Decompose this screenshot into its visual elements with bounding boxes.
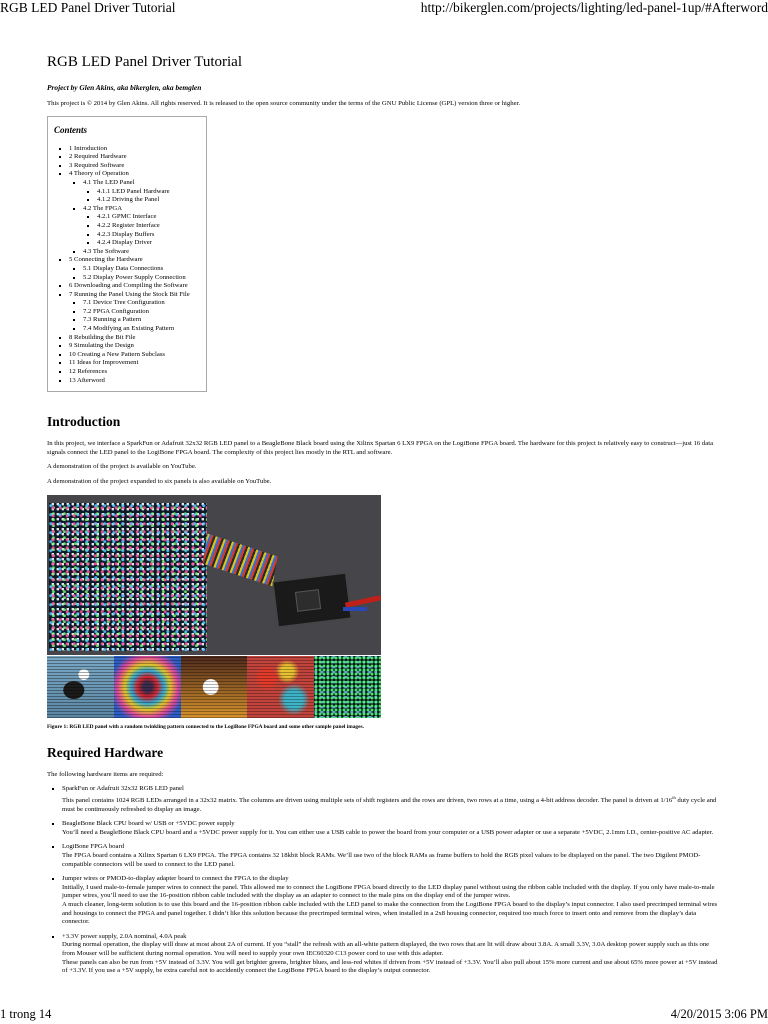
item-title: ▪ BeagleBone Black CPU board w/ USB or +5VDC power supply bbox=[62, 820, 235, 828]
sample-image-rings bbox=[114, 656, 181, 718]
toc-link[interactable]: 4.2.4 Display Driver bbox=[97, 239, 152, 247]
toc-link[interactable]: 5.2 Display Power Supply Connection bbox=[83, 273, 186, 281]
power-cable bbox=[345, 595, 381, 607]
toc-link[interactable]: 4 Theory of Operation bbox=[69, 170, 129, 178]
toc-item[interactable] bbox=[83, 248, 202, 257]
toc-item[interactable] bbox=[97, 196, 202, 205]
toc-link[interactable]: 11 Ideas for Improvement bbox=[69, 359, 139, 367]
toc-sublist bbox=[69, 299, 202, 333]
copyright-notice: This project is © 2014 by Glen Akins. All rights reserved. It is released to the open source community under the terms of the GNU Public License (GPL) version three or higher. bbox=[47, 100, 521, 107]
toc-item[interactable] bbox=[83, 308, 202, 317]
item-title: ▪ SparkFun or Adafruit 32x32 RGB LED panel bbox=[62, 785, 184, 793]
page-number: 1 trong 14 bbox=[0, 1007, 52, 1021]
toc-item[interactable] bbox=[83, 179, 202, 205]
figure-caption: Figure 1: RGB LED panel with a random twinkling pattern connected to the LogiBone FPGA board and some other sample panel images. bbox=[47, 723, 364, 730]
item-desc: A much cleaner, long-term solution is to use this board and the 16-position ribbon cable included with the LED panel to make the connection from the LogiBone FPGA board to the display’s input connector. I also used precrimped terminal wires and housings to connect the FPGA and panel together. I didn’t like this solution because the precrimped terminal wires, when installed in a 2x8 housing connector, required too much force to insert onto and remove from the display’s data connector. bbox=[62, 900, 718, 926]
toc-item[interactable] bbox=[69, 282, 202, 291]
toc-item[interactable] bbox=[69, 256, 202, 282]
article bbox=[47, 50, 723, 982]
toc-sublist bbox=[83, 213, 202, 247]
print-header-title: RGB LED Panel Driver Tutorial bbox=[0, 0, 176, 15]
introduction-paragraph: In this project, we interface a SparkFun or Adafruit 32x32 RGB LED panel to a BeagleBone Black board using the Xilinx Spartan 6 LX9 FPGA on the LogiBone FPGA board. The hardware for this project is relatively easy to construct—just 16 data signals connect the LED panel to the LogiBone FPGA board. The complexity of this project lies mostly in the RTL and software. bbox=[47, 440, 714, 456]
toc-item[interactable] bbox=[69, 334, 202, 343]
list-item bbox=[62, 933, 723, 976]
toc-item[interactable] bbox=[69, 170, 202, 256]
byline: Project by Glen Akins, aka bikerglen, aka bemglen bbox=[47, 83, 202, 92]
page-title: RGB LED Panel Driver Tutorial bbox=[47, 54, 242, 70]
toc-item[interactable] bbox=[83, 265, 202, 274]
item-desc-text: This panel contains 1024 RGB LEDs arranged in a 32x32 matrix. The columns are driven using multiple sets of shift registers and the rows are driven, two rows at a time, using a 4-bit address decoder. The panel is driven at 1/16 bbox=[62, 797, 673, 805]
toc-link[interactable]: 7.3 Running a Pattern bbox=[83, 316, 142, 324]
toc-item[interactable] bbox=[69, 342, 202, 351]
item-desc: During normal operation, the display will draw at most about 2A of current. If you “stall” the refresh with an all-white pattern displayed, the two rows that are lit will draw about 3.8A. A small 3.3V, 3.0A desktop power supply such as this one from Mouser will be sufficient during normal operation. You will need to supply your own IEC60320 C13 power cord to use with this adapter. bbox=[62, 941, 710, 957]
list-item bbox=[62, 843, 723, 869]
sample-image-plasma bbox=[247, 656, 314, 718]
print-footer bbox=[0, 1006, 768, 1024]
item-desc: These panels can also be run from +5V instead of 3.3V. You will get brighter greens, brighter blues, and less-red whites if driven from +5V instead of +3.3V. You’ll also pull about 15% more current and use about 65% more power at +5V instead of +3.3V. If you use a +5V supply, be extra careful not to accidently connect the LogiBone FPGA board to the display’s output connector. bbox=[62, 958, 718, 975]
toc-item[interactable] bbox=[97, 188, 202, 197]
list-item bbox=[62, 820, 723, 837]
toc-item[interactable] bbox=[83, 274, 202, 283]
toc-sublist bbox=[69, 179, 202, 256]
toc-link[interactable]: 4.2.1 GPMC Interface bbox=[97, 213, 157, 221]
toc-item[interactable] bbox=[83, 299, 202, 308]
logibone-fpga-board bbox=[272, 572, 351, 627]
table-of-contents bbox=[47, 116, 207, 393]
toc-item[interactable] bbox=[69, 153, 202, 162]
toc-link[interactable]: 9 Simulating the Design bbox=[69, 342, 134, 350]
toc-sublist bbox=[83, 188, 202, 205]
youtube-demo-text: A demonstration of the project is available on YouTube. bbox=[47, 463, 197, 471]
toc-link[interactable]: 5.1 Display Data Connections bbox=[83, 264, 164, 272]
jumper-wires bbox=[202, 533, 277, 586]
toc-link[interactable]: 5 Connecting the Hardware bbox=[69, 256, 143, 264]
toc-link[interactable]: 1 Introduction bbox=[69, 144, 108, 152]
led-panel-photo bbox=[47, 495, 381, 655]
item-title: ▪ Jumper wires or PMOD-to-display adapter board to connect the FPGA to the display bbox=[62, 875, 289, 883]
print-datetime: 4/20/2015 3:06 PM bbox=[670, 1007, 768, 1021]
toc-item[interactable] bbox=[69, 291, 202, 334]
item-desc: You’ll need a BeagleBone Black CPU board and a +5VDC power supply for it. You can either use a USB cable to power the board from your computer or a USB power adapter or use a separate +5VDC, 2.1mm I.D., center-positive AC adapter. bbox=[62, 828, 714, 836]
toc-link[interactable]: 4.1.2 Driving the Panel bbox=[97, 196, 160, 204]
sample-images-strip bbox=[47, 656, 381, 718]
toc-item[interactable] bbox=[97, 239, 202, 248]
toc-item[interactable] bbox=[69, 359, 202, 368]
toc-link[interactable]: 2 Required Hardware bbox=[69, 153, 127, 161]
superscript: th bbox=[672, 794, 676, 800]
item-title: ▪ LogiBone FPGA board bbox=[62, 843, 125, 851]
required-hardware-intro: The following hardware items are required: bbox=[47, 770, 164, 778]
toc-link[interactable]: 4.2.3 Display Buffers bbox=[97, 230, 155, 238]
toc-item[interactable] bbox=[97, 213, 202, 222]
item-desc: Initially, I used male-to-female jumper wires to connect the panel. This allowed me to connect the LogiBone FPGA board directly to the LED display panel without using the ribbon cable included with the display. If you only have male-to-male jumper wires, you’ll need to use the 16-position ribbon cable included with the display as an adapter to connect to the male pins on the display end of the jumper wires. bbox=[62, 883, 715, 900]
list-item bbox=[62, 785, 723, 814]
toc-link[interactable]: 10 Creating a New Pattern Subclass bbox=[69, 350, 166, 358]
introduction-heading: Introduction bbox=[47, 414, 121, 430]
toc-item[interactable] bbox=[97, 222, 202, 231]
item-desc: The FPGA board contains a Xilinx Spartan 6 LX9 FPGA. The FPGA contains 32 18kbit block RAMs. We’ll use two of the block RAMs as frame buffers to hold the RGB pixel values to be displayed on the panel. The two Digilent PMOD-compatible connectors will be used to connect to the LED panel. bbox=[62, 851, 701, 868]
sample-image-dog bbox=[181, 656, 248, 718]
toc-item[interactable] bbox=[83, 325, 202, 334]
toc-link[interactable]: 7.1 Device Tree Configuration bbox=[83, 299, 165, 307]
toc-item[interactable] bbox=[69, 162, 202, 171]
figure-1 bbox=[47, 495, 381, 718]
toc-item[interactable] bbox=[69, 377, 202, 386]
toc-link[interactable]: 3 Required Software bbox=[69, 161, 125, 169]
sample-image-twinkle bbox=[314, 656, 381, 718]
item-title: ▪ +3.3V power supply, 2.0A nominal, 4.0A peak bbox=[62, 932, 187, 940]
toc-link[interactable]: 4.1.1 LED Panel Hardware bbox=[97, 187, 170, 195]
toc-item[interactable] bbox=[69, 145, 202, 154]
print-header bbox=[0, 0, 768, 20]
toc-link[interactable]: 7 Running the Panel Using the Stock Bit File bbox=[69, 290, 190, 298]
toc-item[interactable] bbox=[83, 205, 202, 248]
sample-image-biker bbox=[47, 656, 114, 718]
toc-sublist bbox=[69, 265, 202, 282]
toc-item[interactable] bbox=[69, 351, 202, 360]
toc-title: Contents bbox=[54, 124, 88, 135]
toc-link[interactable]: 7.2 FPGA Configuration bbox=[83, 307, 149, 315]
fpga-chip bbox=[295, 589, 321, 612]
toc-item[interactable] bbox=[83, 316, 202, 325]
toc-link[interactable]: 13 Afterword bbox=[69, 376, 105, 384]
youtube-six-panel-text: A demonstration of the project expanded to six panels is also available on YouTube. bbox=[47, 478, 272, 485]
toc-link[interactable]: 6 Downloading and Compiling the Software bbox=[69, 282, 188, 290]
toc-list bbox=[52, 145, 202, 386]
toc-link[interactable]: 8 Rebuilding the Bit File bbox=[69, 333, 136, 341]
hardware-list bbox=[47, 785, 723, 976]
toc-item[interactable] bbox=[69, 368, 202, 377]
usb-cable bbox=[343, 607, 367, 611]
required-hardware-heading: Required Hardware bbox=[47, 744, 164, 760]
toc-item[interactable] bbox=[97, 231, 202, 240]
list-item bbox=[62, 875, 723, 927]
toc-link[interactable]: 4.3 The Software bbox=[83, 247, 130, 255]
toc-link[interactable]: 12 References bbox=[69, 368, 108, 376]
toc-link[interactable]: 4.2 The FPGA bbox=[83, 204, 123, 212]
item-desc bbox=[62, 794, 723, 814]
toc-link[interactable]: 4.1 The LED Panel bbox=[83, 178, 135, 186]
item-desc-text: duty cycle and must be continuously refreshed to display an image. bbox=[62, 797, 717, 813]
led-matrix-panel bbox=[49, 503, 207, 651]
toc-link[interactable]: 7.4 Modifying an Existing Pattern bbox=[83, 325, 175, 333]
print-header-url[interactable]: http://bikerglen.com/projects/lighting/led-panel-1up/#Afterword bbox=[420, 0, 768, 15]
toc-link[interactable]: 4.2.2 Register Interface bbox=[97, 221, 160, 229]
